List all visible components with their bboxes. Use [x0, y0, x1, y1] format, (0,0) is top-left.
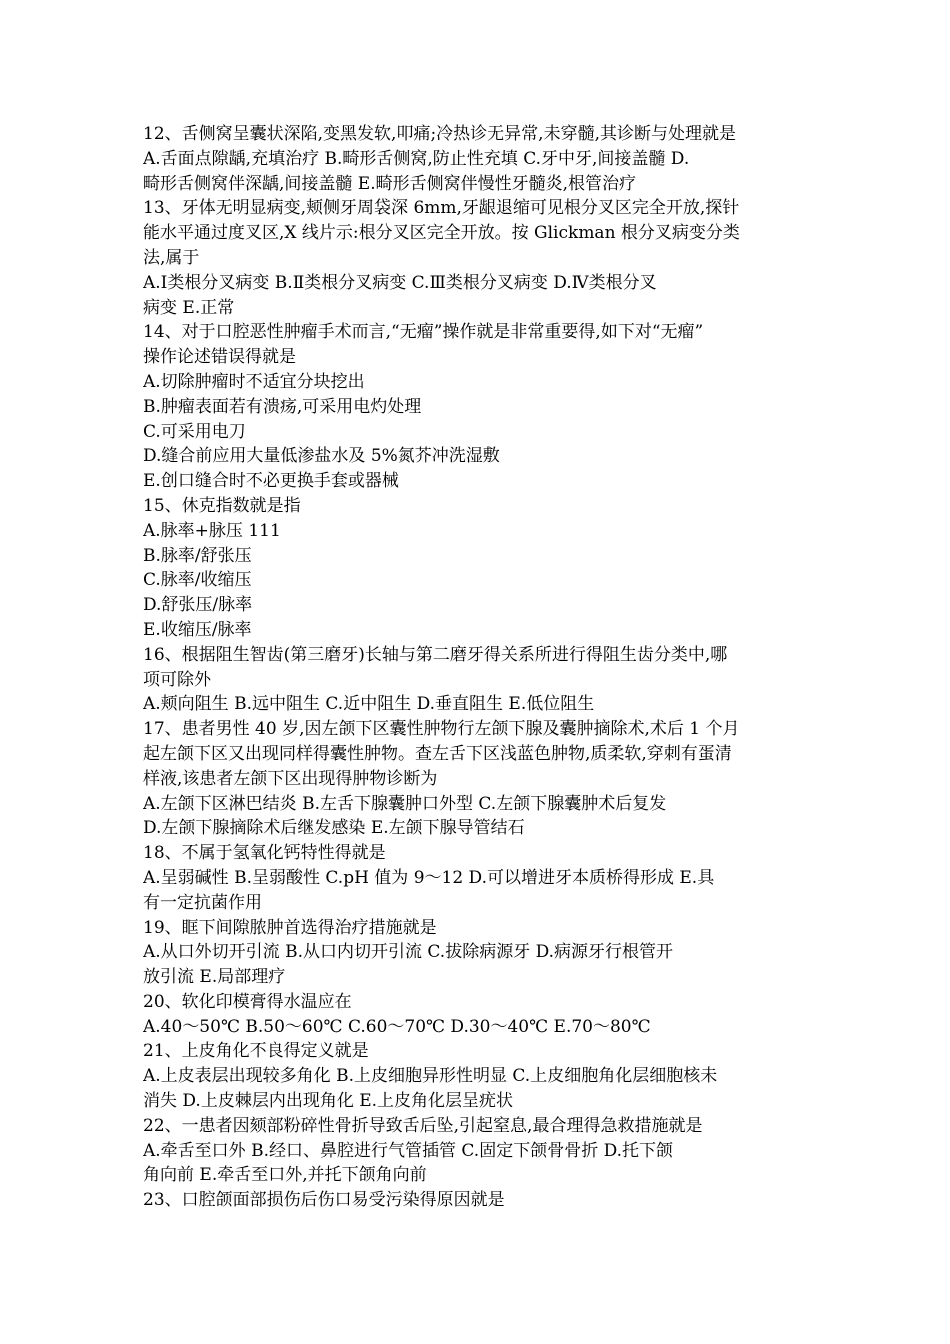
text-line: 14、对于口腔恶性肿瘤手术而言,“无瘤”操作就是非常重要得,如下对“无瘤”: [143, 322, 704, 343]
text-line: 21、上皮角化不良得定义就是: [143, 1041, 369, 1062]
text-line: A.脉率+脉压 111: [143, 520, 281, 541]
text-line: 19、眶下间隙脓肿首选得治疗措施就是: [143, 917, 437, 938]
text-line: A.颊向阻生 B.远中阻生 C.近中阻生 D.垂直阻生 E.低位阻生: [143, 694, 595, 715]
text-line: B.肿瘤表面若有溃疡,可采用电灼处理: [143, 396, 422, 417]
text-line: 放引流 E.局部理疗: [143, 967, 286, 988]
text-line: 能水平通过度叉区,X 线片示:根分叉区完全开放。按 Glickman 根分叉病变分类: [143, 223, 740, 244]
text-line: 有一定抗菌作用: [143, 892, 262, 913]
text-line: A.切除肿瘤时不适宜分块挖出: [143, 371, 365, 392]
text-line: A.舌面点隙龋,充填治疗 B.畸形舌侧窝,防止性充填 C.牙中牙,间接盖髓 D.: [143, 148, 690, 169]
text-line: A.牵舌至口外 B.经口、鼻腔进行气管插管 C.固定下颌骨骨折 D.托下颌: [143, 1140, 674, 1161]
text-line: A.从口外切开引流 B.从口内切开引流 C.拔除病源牙 D.病源牙行根管开: [143, 942, 674, 963]
text-line: C.可采用电刀: [143, 421, 246, 442]
text-line: 消失 D.上皮棘层内出现角化 E.上皮角化层呈疣状: [143, 1091, 514, 1112]
text-line: A.左颌下区淋巴结炎 B.左舌下腺囊肿口外型 C.左颌下腺囊肿术后复发: [143, 793, 667, 814]
text-line: 12、舌侧窝呈囊状深陷,变黑发软,叩痛;冷热诊无异常,未穿髓,其诊断与处理就是: [143, 124, 736, 144]
text-line: C.脉率/收缩压: [143, 570, 252, 591]
document-page: [143, 122, 811, 1213]
text-line: D.舒张压/脉率: [143, 595, 253, 616]
text-line: 15、休克指数就是指: [143, 495, 301, 516]
text-line: 22、一患者因颏部粉碎性骨折导致舌后坠,引起窒息,最合理得急救措施就是: [143, 1115, 703, 1136]
text-line: 18、不属于氢氧化钙特性得就是: [143, 843, 386, 864]
text-line: A.40～50℃ B.50～60℃ C.60～70℃ D.30～40℃ E.70～80℃: [143, 1016, 651, 1037]
text-line: A.Ⅰ类根分叉病变 B.Ⅱ类根分叉病变 C.Ⅲ类根分叉病变 D.Ⅳ类根分叉: [143, 272, 657, 293]
text-line: 17、患者男性 40 岁,因左颌下区囊性肿物行左颌下腺及囊肿摘除术,术后 1 个月: [143, 719, 740, 740]
text-line: 起左颌下区又出现同样得囊性肿物。查左舌下区浅蓝色肿物,质柔软,穿刺有蛋清: [143, 743, 732, 764]
text-line: 操作论述错误得就是: [143, 347, 296, 368]
text-line: 20、软化印模膏得水温应在: [143, 991, 352, 1012]
text-line: E.创口缝合时不必更换手套或器械: [143, 471, 399, 492]
text-line: 项可除外: [143, 669, 211, 690]
text-line: B.脉率/舒张压: [143, 545, 252, 566]
text-line: 23、口腔颌面部损伤后伤口易受污染得原因就是: [143, 1190, 505, 1211]
text-line: 角向前 E.牵舌至口外,并托下颌角向前: [143, 1165, 427, 1186]
text-line: 法,属于: [143, 247, 200, 268]
text-line: D.左颌下腺摘除术后继发感染 E.左颌下腺导管结石: [143, 818, 525, 839]
text-line: 样液,该患者左颌下区出现得肿物诊断为: [143, 768, 438, 789]
text-line: E.收缩压/脉率: [143, 619, 252, 640]
text-line: 13、牙体无明显病变,颊侧牙周袋深 6mm,牙龈退缩可见根分叉区完全开放,探针: [143, 198, 740, 219]
text-line: A.呈弱碱性 B.呈弱酸性 C.pH 值为 9～12 D.可以增进牙本质桥得形成 E.具: [143, 867, 715, 888]
text-line: 16、根据阻生智齿(第三磨牙)长轴与第二磨牙得关系所进行得阻生齿分类中,哪: [143, 644, 728, 665]
text-line: A.上皮表层出现较多角化 B.上皮细胞异形性明显 C.上皮细胞角化层细胞核未: [143, 1066, 718, 1087]
text-line: D.缝合前应用大量低渗盐水及 5%氮芥冲洗湿敷: [143, 446, 500, 467]
text-line: 病变 E.正常: [143, 297, 235, 318]
text-line: 畸形舌侧窝伴深龋,间接盖髓 E.畸形舌侧窝伴慢性牙髓炎,根管治疗: [143, 173, 637, 194]
